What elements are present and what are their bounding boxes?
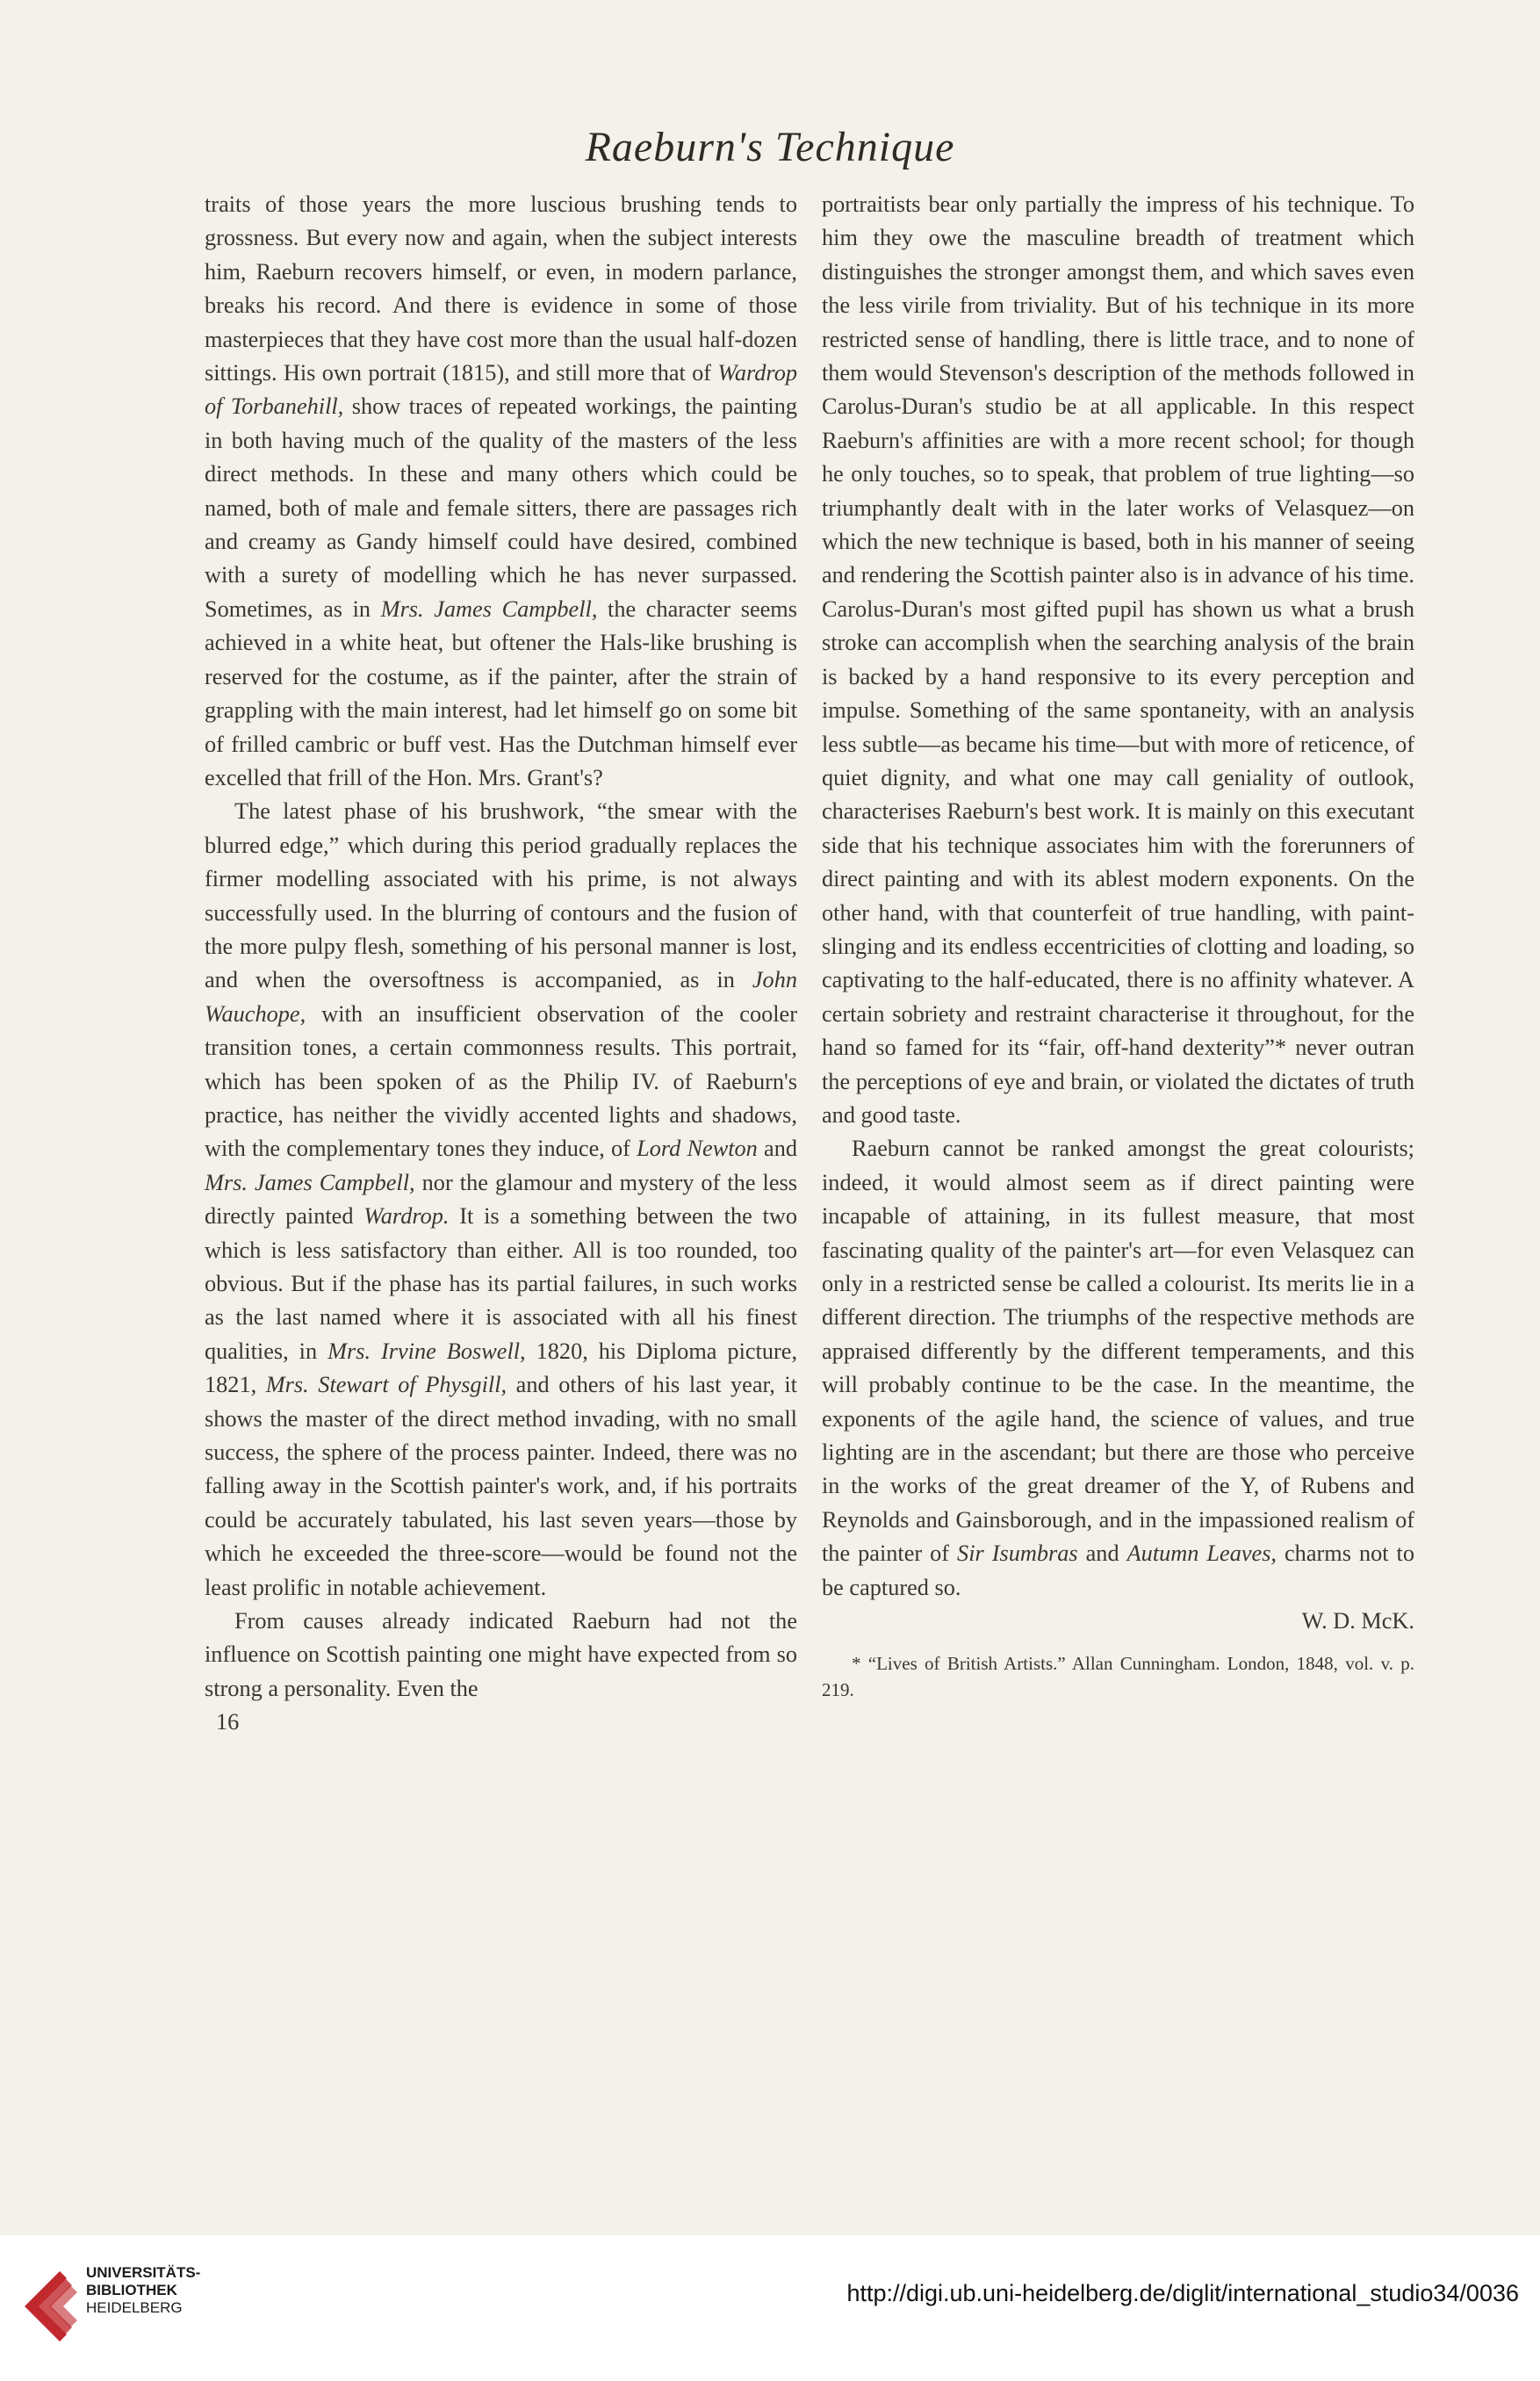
paragraph: portraitists bear only partially the impress of his technique. To him they owe the masculine breadth of treatment which distinguishes the stronger amongst them, and which saves even the less virile from triviality. But of his technique in its more restricted sense of handling, there is little trace, and to none of them would Stevenson's description of the methods followed in Carolus-Duran's studio be at all applicable. In this respect Raeburn's affinities are with a more recent school; for though he only touches, so to speak, that problem of true lighting—so triumphantly dealt with in the later works of Velasquez—on which the new technique is based, both in his manner of seeing and rendering the Scottish painter also is in advance of his time. Carolus-Duran's most gifted pupil has shown us what a brush stroke can accomplish when the searching analysis of the brain is backed by a hand responsive to its every perception and impulse. Something of the same spontaneity, with an analysis less subtle—as became his time—but with more of reticence, of quiet dignity, and what one may call geniality of outlook, characterises Raeburn's best work. It is mainly on this executant side that his technique associates him with the forerunners of direct painting and with its ablest modern exponents. On the other hand, with that counterfeit of true handling, with paint-slinging and its endless eccentricities of clotting and loading, so captivating to the half-educated, there is no affinity whatever. A certain sobriety and restraint characterise it throughout, for the hand so famed for its “fair, off-hand dexterity”* never outran the perceptions of eye and brain, or violated the dictates of truth and good taste.: [822, 191, 1414, 1128]
left-column: [205, 188, 797, 1740]
library-name: UNIVERSITÄTS- BIBLIOTHEK HEIDELBERG: [86, 2264, 201, 2316]
footnote: * “Lives of British Artists.” Allan Cunningham. London, 1848, vol. v. p. 219.: [822, 1653, 1414, 1701]
source-url-link[interactable]: http://digi.ub.uni-heidelberg.de/diglit/international_studio34/0036: [846, 2280, 1519, 2306]
right-column: [822, 188, 1414, 1703]
paragraph: From causes already indicated Raeburn had not the influence on Scottish painting one might have expected from so strong a personality. Even the: [205, 1608, 797, 1701]
running-title: Raeburn's Technique: [585, 124, 955, 170]
paragraph: Raeburn cannot be ranked amongst the great colourists; indeed, it would almost seem as if direct painting were incapable of attaining, in its fullest measure, that most fascinating quality of the painter's art—for even Velasquez can only in a restricted sense be called a colourist. Its merits lie in a different direction. The triumphs of the respective methods are appraised differently by the different temperaments, and this will probably continue to be the case. In the meantime, the exponents of the agile hand, the science of values, and true lighting are in the ascendant; but there are those who perceive in the works of the great dreamer of the Y, of Rubens and Reynolds and Gainsborough, and in the impassioned realism of the painter of Sir Isumbras and Autumn Leaves, charms not to be captured so.: [822, 1136, 1415, 1600]
author-signature: W. D. McK.: [1301, 1608, 1414, 1634]
page-number: 16: [216, 1709, 240, 1735]
paragraph: The latest phase of his brushwork, “the smear with the blurred edge,” which during this period gradually replaces the firmer modelling associated with his prime, is not always successfully used. In the blurring of contours and the fusion of the more pulpy flesh, something of his personal manner is lost, and when the oversoftness is accompanied, as in John Wauchope, with an insufficient observation of the cooler transition tones, a certain commonness results. This portrait, which has been spoken of as the Philip IV. of Raeburn's practice, has neither the vividly accented lights and shadows, with the complementary tones they induce, of Lord Newton and Mrs. James Campbell, nor the glamour and mystery of the less directly painted Wardrop. It is a something between the two which is less satisfactory than either. All is too rounded, too obvious. But if the phase has its partial failures, in such works as the last named where it is associated with all his finest qualities, in Mrs. Irvine Boswell, 1820, his Diploma picture, 1821, Mrs. Stewart of Physgill, and others of his last year, it shows the master of the direct method invading, with no small success, the sphere of the process painter. Indeed, there was no falling away in the Scottish painter's work, and, if his portraits could be accurately tabulated, his last seven years—those by which he exceeded the three-score—would be found not the least prolific in notable achievement.: [205, 798, 798, 1600]
paragraph: traits of those years the more luscious brushing tends to grossness. But every now and again, when the subject interests him, Raeburn recovers himself, or even, in modern parlance, breaks his record. And there is evidence in some of those masterpieces that they have cost more than the usual half-dozen sittings. His own portrait (1815), and still more that of Wardrop of Torbanehill, show traces of repeated workings, the painting in both having much of the quality of the masters of the less direct methods. In these and many others which could be named, both of male and female sitters, there are passages rich and creamy as Gandy himself could have desired, combined with a surety of modelling which he has never surpassed. Sometimes, as in Mrs. James Campbell, the character seems achieved in a white heat, but oftener the Hals-like brushing is reserved for the costume, as if the painter, after the strain of grappling with the main interest, had let himself go on some bit of frilled cambric or buff vest. Has the Dutchman himself ever excelled that frill of the Hon. Mrs. Grant's?: [205, 191, 797, 790]
footer-bar: [0, 2235, 1540, 2381]
